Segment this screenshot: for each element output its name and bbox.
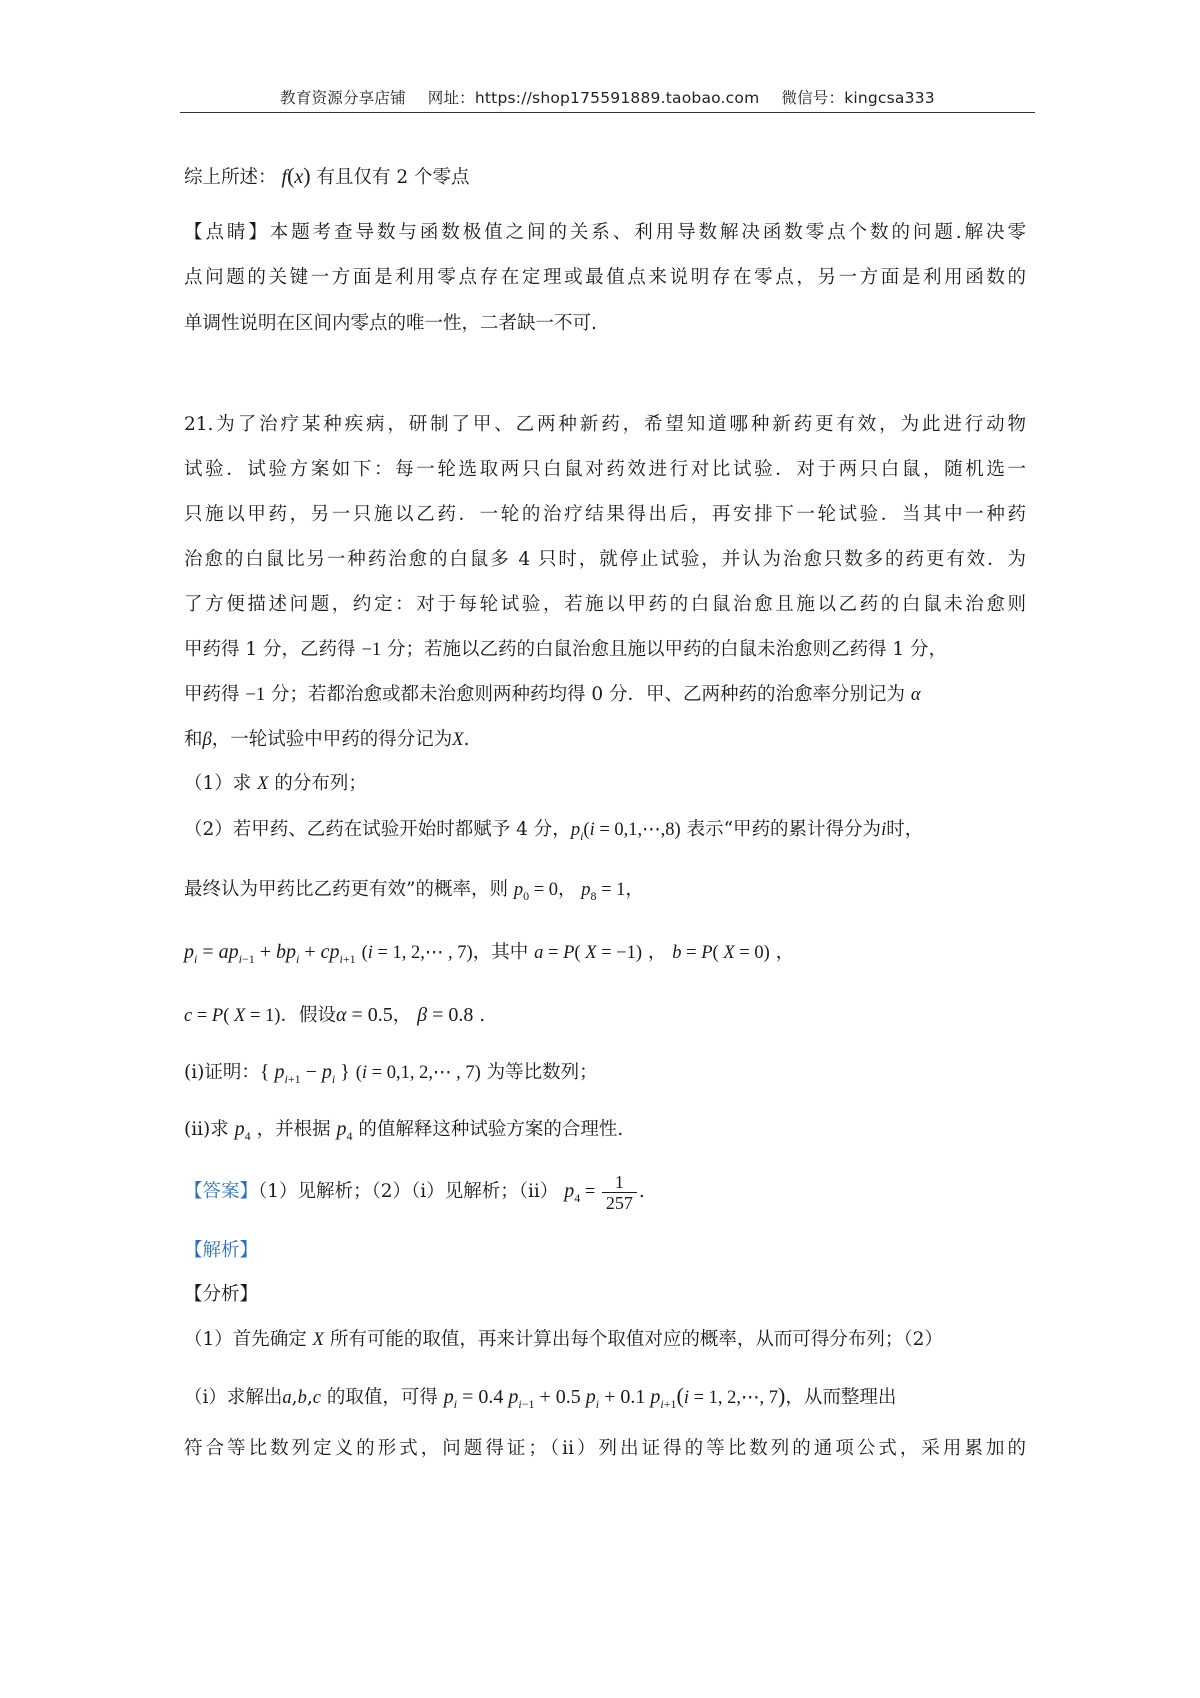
- analysis-line-1: （1）首先确定 X 所有可能的取值，再来计算出每个取值对应的概率，从而可得分布列；（2）: [184, 1329, 943, 1350]
- analysis-line-3: 符合等比数列定义的形式，问题得证；（ii）列出证得的等比数列的通项公式，采用累加的: [184, 1438, 1026, 1459]
- answer-fraction: $\frac{1}{257}$: [602, 1172, 637, 1213]
- problem-line-2: 试验．试验方案如下：每一轮选取两只白鼠对药效进行对比试验．对于两只白鼠，随机选一: [184, 459, 1026, 480]
- header-wechat: 微信号：kingcsa333: [781, 89, 935, 107]
- answer-tag: 【答案】: [184, 1181, 259, 1202]
- analysis-tag: 【解析】: [184, 1240, 259, 1261]
- problem-line-6: 甲药得 1 分，乙药得 −1 分；若施以乙药的白鼠治愈且施以甲药的白鼠未治愈则乙药得 1 分，: [184, 639, 948, 660]
- question-2-line-2: 最终认为甲药比乙药更有效”的概率，则 $p_0 = 0$， $p_8 = 1$，: [184, 879, 644, 903]
- recurrence-line: $p_i = ap_{i-1} + bp_i + cp_{i+1}$ (i = 1, 2,⋯ , 7)，其中 a = P( X = −1) ， b = P( X = 0) ，: [184, 941, 795, 966]
- page-header: [180, 86, 1035, 108]
- summary-line: 综上所述： f(x) 有且仅有 2 个零点: [184, 163, 470, 188]
- header-url: 网址：https://shop175591889.taobao.com: [427, 89, 760, 107]
- question-2ii: (ii)求 $p_4$ ，并根据 $p_4$ 的值解释这种试验方案的合理性.: [184, 1118, 624, 1143]
- problem-line-7: 甲药得 −1 分；若都治愈或都未治愈则两种药均得 0 分．甲、乙两种药的治愈率分别记为 α: [184, 684, 921, 705]
- question-2i: (i)证明：{ $p_{i+1} - p_i$ } (i = 0,1, 2,⋯ , 7) 为等比数列；: [184, 1061, 598, 1086]
- note-line-1: 【点睛】本题考查导数与函数极值之间的关系、利用导数解决函数零点个数的问题.解决零: [184, 222, 1026, 243]
- problem-line-4: 治愈的白鼠比另一种药治愈的白鼠多 4 只时，就停止试验，并认为治愈只数多的药更有效．为: [184, 549, 1026, 570]
- analysis-subtag: 【分析】: [184, 1284, 259, 1305]
- question-2-line-1: （2）若甲药、乙药在试验开始时都赋予 4 分，$p_i(i$ = 0,1,⋯,8) 表示“甲药的累计得分为i时，: [184, 819, 924, 843]
- note-line-2: 点问题的关键一方面是利用零点存在定理或最值点来说明存在零点，另一方面是利用函数的: [184, 267, 1026, 288]
- question-1: （1）求 X 的分布列；: [184, 773, 367, 794]
- summary-prefix: 综上所述：: [184, 167, 277, 188]
- header-divider: [180, 112, 1035, 113]
- summary-suffix: 有且仅有 2 个零点: [316, 167, 470, 188]
- note-line-3: 单调性说明在区间内零点的唯一性，二者缺一不可.: [184, 313, 597, 334]
- problem-line-3: 只施以甲药，另一只施以乙药．一轮的治疗结果得出后，再安排下一轮试验．当其中一种药: [184, 504, 1026, 525]
- problem-line-5: 了方便描述问题，约定：对于每轮试验，若施以甲药的白鼠治愈且施以乙药的白鼠未治愈则: [184, 594, 1026, 615]
- analysis-line-2: （i）求解出a,b,c 的取值，可得 $p_i = 0.4$ $p_{i-1} + 0.5$ $p_i + 0.1$ $p_{i+1}(i = 1$, 2,⋯, 7)，从而整理出: [184, 1383, 897, 1411]
- problem-line-8: 和β，一轮试验中甲药的得分记为X.: [184, 729, 470, 750]
- problem-line-1: 21.为了治疗某种疾病，研制了甲、乙两种新药，希望知道哪种新药更有效，为此进行动物: [184, 414, 1026, 435]
- answer-line: 【答案】（1）见解析；（2）（i）见解析；（ii） $p_4$ = $\frac{1}{257}$ .: [184, 1171, 645, 1213]
- answer-text: （1）见解析；（2）（i）见解析；（ii）: [258, 1181, 559, 1202]
- assume-line: c = P( X = 1)．假设α = 0.5， β = 0.8 .: [184, 1004, 486, 1026]
- header-shop: 教育资源分享店铺: [280, 89, 406, 107]
